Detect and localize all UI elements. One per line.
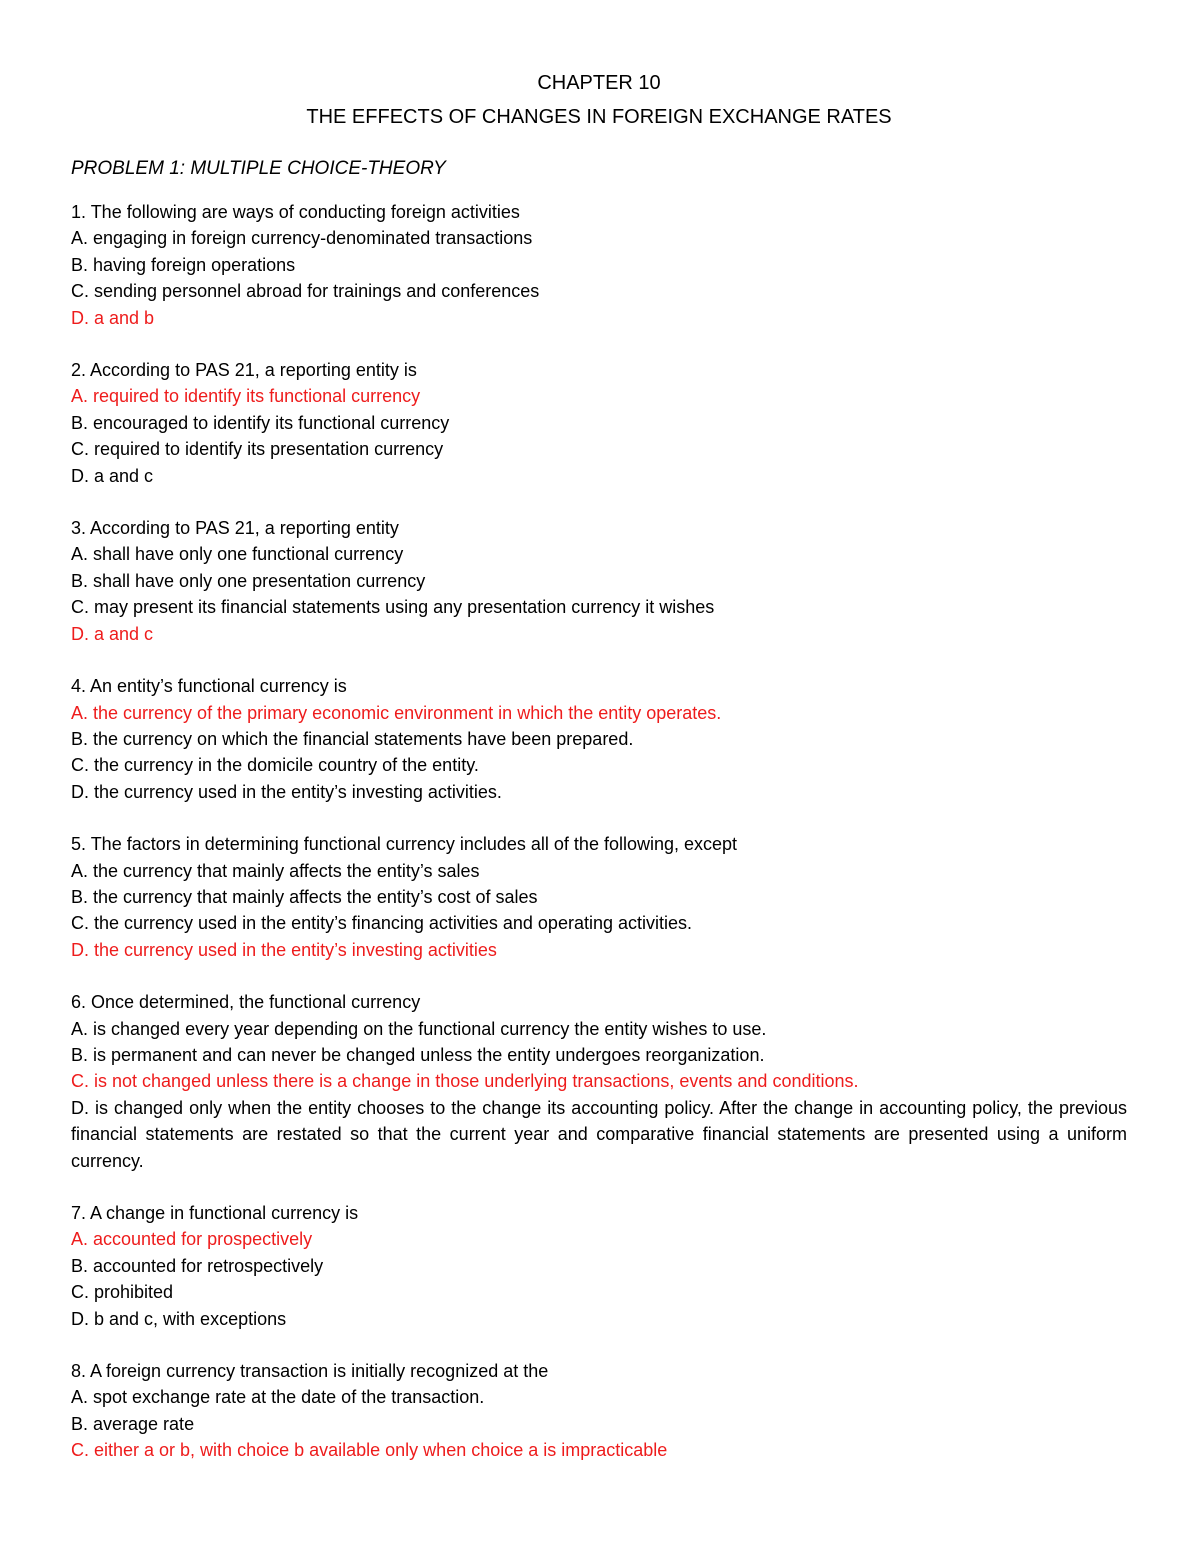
document-page [71, 70, 1127, 1464]
question-8 [71, 1358, 1127, 1464]
choice-c: C. prohibited [71, 1282, 174, 1303]
question-4 [71, 673, 1127, 805]
choice-b: B. shall have only one presentation currency [71, 570, 426, 591]
choice-a: A. shall have only one functional currency [71, 544, 404, 565]
choice-d: D. b and c, with exceptions [71, 1308, 287, 1329]
choice-d: D. the currency used in the entity’s investing activities [71, 939, 497, 960]
choice-a: A. accounted for prospectively [71, 1229, 313, 1250]
chapter-heading: CHAPTER 10 [537, 72, 661, 94]
choice-b: B. accounted for retrospectively [71, 1255, 324, 1276]
question-1 [71, 199, 1127, 331]
choice-b: B. the currency that mainly affects the entity’s cost of sales [71, 886, 538, 907]
choice-c: C. either a or b, with choice b available only when choice a is impracticable [71, 1440, 668, 1461]
choice-a: A. engaging in foreign currency-denominated transactions [71, 228, 533, 249]
choice-d: D. is changed only when the entity chooses to the change its accounting policy. After the change in accounting policy, the previous financial statements are restated so that the current year and comparative financial statements are presented using a uniform currency. [71, 1097, 1127, 1171]
question-stem: 8. A foreign currency transaction is initially recognized at the [71, 1361, 549, 1382]
question-stem: 3. According to PAS 21, a reporting entity [71, 518, 399, 539]
question-stem: 4. An entity’s functional currency is [71, 676, 347, 697]
choice-b: B. is permanent and can never be changed unless the entity undergoes reorganization. [71, 1044, 765, 1065]
choice-c: C. required to identify its presentation currency [71, 439, 444, 460]
question-2 [71, 357, 1127, 489]
choice-c: C. sending personnel abroad for trainings and conferences [71, 281, 540, 302]
chapter-title: THE EFFECTS OF CHANGES IN FOREIGN EXCHANGE RATES [306, 106, 892, 128]
choice-d: D. a and c [71, 623, 154, 644]
choice-c: C. may present its financial statements using any presentation currency it wishes [71, 597, 715, 618]
choice-a: A. spot exchange rate at the date of the transaction. [71, 1387, 485, 1408]
choice-c: C. the currency used in the entity’s financing activities and operating activities. [71, 913, 692, 934]
choice-b: B. having foreign operations [71, 254, 296, 275]
choice-c: C. the currency in the domicile country of the entity. [71, 755, 479, 776]
choice-a: A. required to identify its functional currency [71, 386, 421, 407]
choice-a: A. is changed every year depending on the functional currency the entity wishes to use. [71, 1018, 767, 1039]
choice-b: B. the currency on which the financial statements have been prepared. [71, 728, 634, 749]
question-list [71, 199, 1127, 1464]
question-stem: 5. The factors in determining functional currency includes all of the following, except [71, 834, 738, 855]
question-stem: 2. According to PAS 21, a reporting entity is [71, 360, 417, 381]
choice-b: B. average rate [71, 1413, 195, 1434]
choice-d: D. the currency used in the entity’s investing activities. [71, 781, 502, 802]
question-5 [71, 831, 1127, 963]
question-stem: 7. A change in functional currency is [71, 1203, 359, 1223]
question-3 [71, 515, 1127, 647]
choice-b: B. encouraged to identify its functional currency [71, 412, 450, 433]
question-stem: 1. The following are ways of conducting foreign activities [71, 202, 520, 222]
choice-a: A. the currency that mainly affects the entity’s sales [71, 860, 480, 881]
question-6 [71, 989, 1127, 1174]
choice-d: D. a and c [71, 465, 154, 486]
choice-a: A. the currency of the primary economic environment in which the entity operates. [71, 702, 722, 723]
question-7 [71, 1200, 1127, 1332]
choice-d: D. a and b [71, 307, 155, 328]
section-heading: PROBLEM 1: MULTIPLE CHOICE-THEORY [71, 158, 446, 179]
question-stem: 6. Once determined, the functional currency [71, 992, 421, 1013]
choice-c: C. is not changed unless there is a change in those underlying transactions, events and conditions. [71, 1071, 859, 1092]
